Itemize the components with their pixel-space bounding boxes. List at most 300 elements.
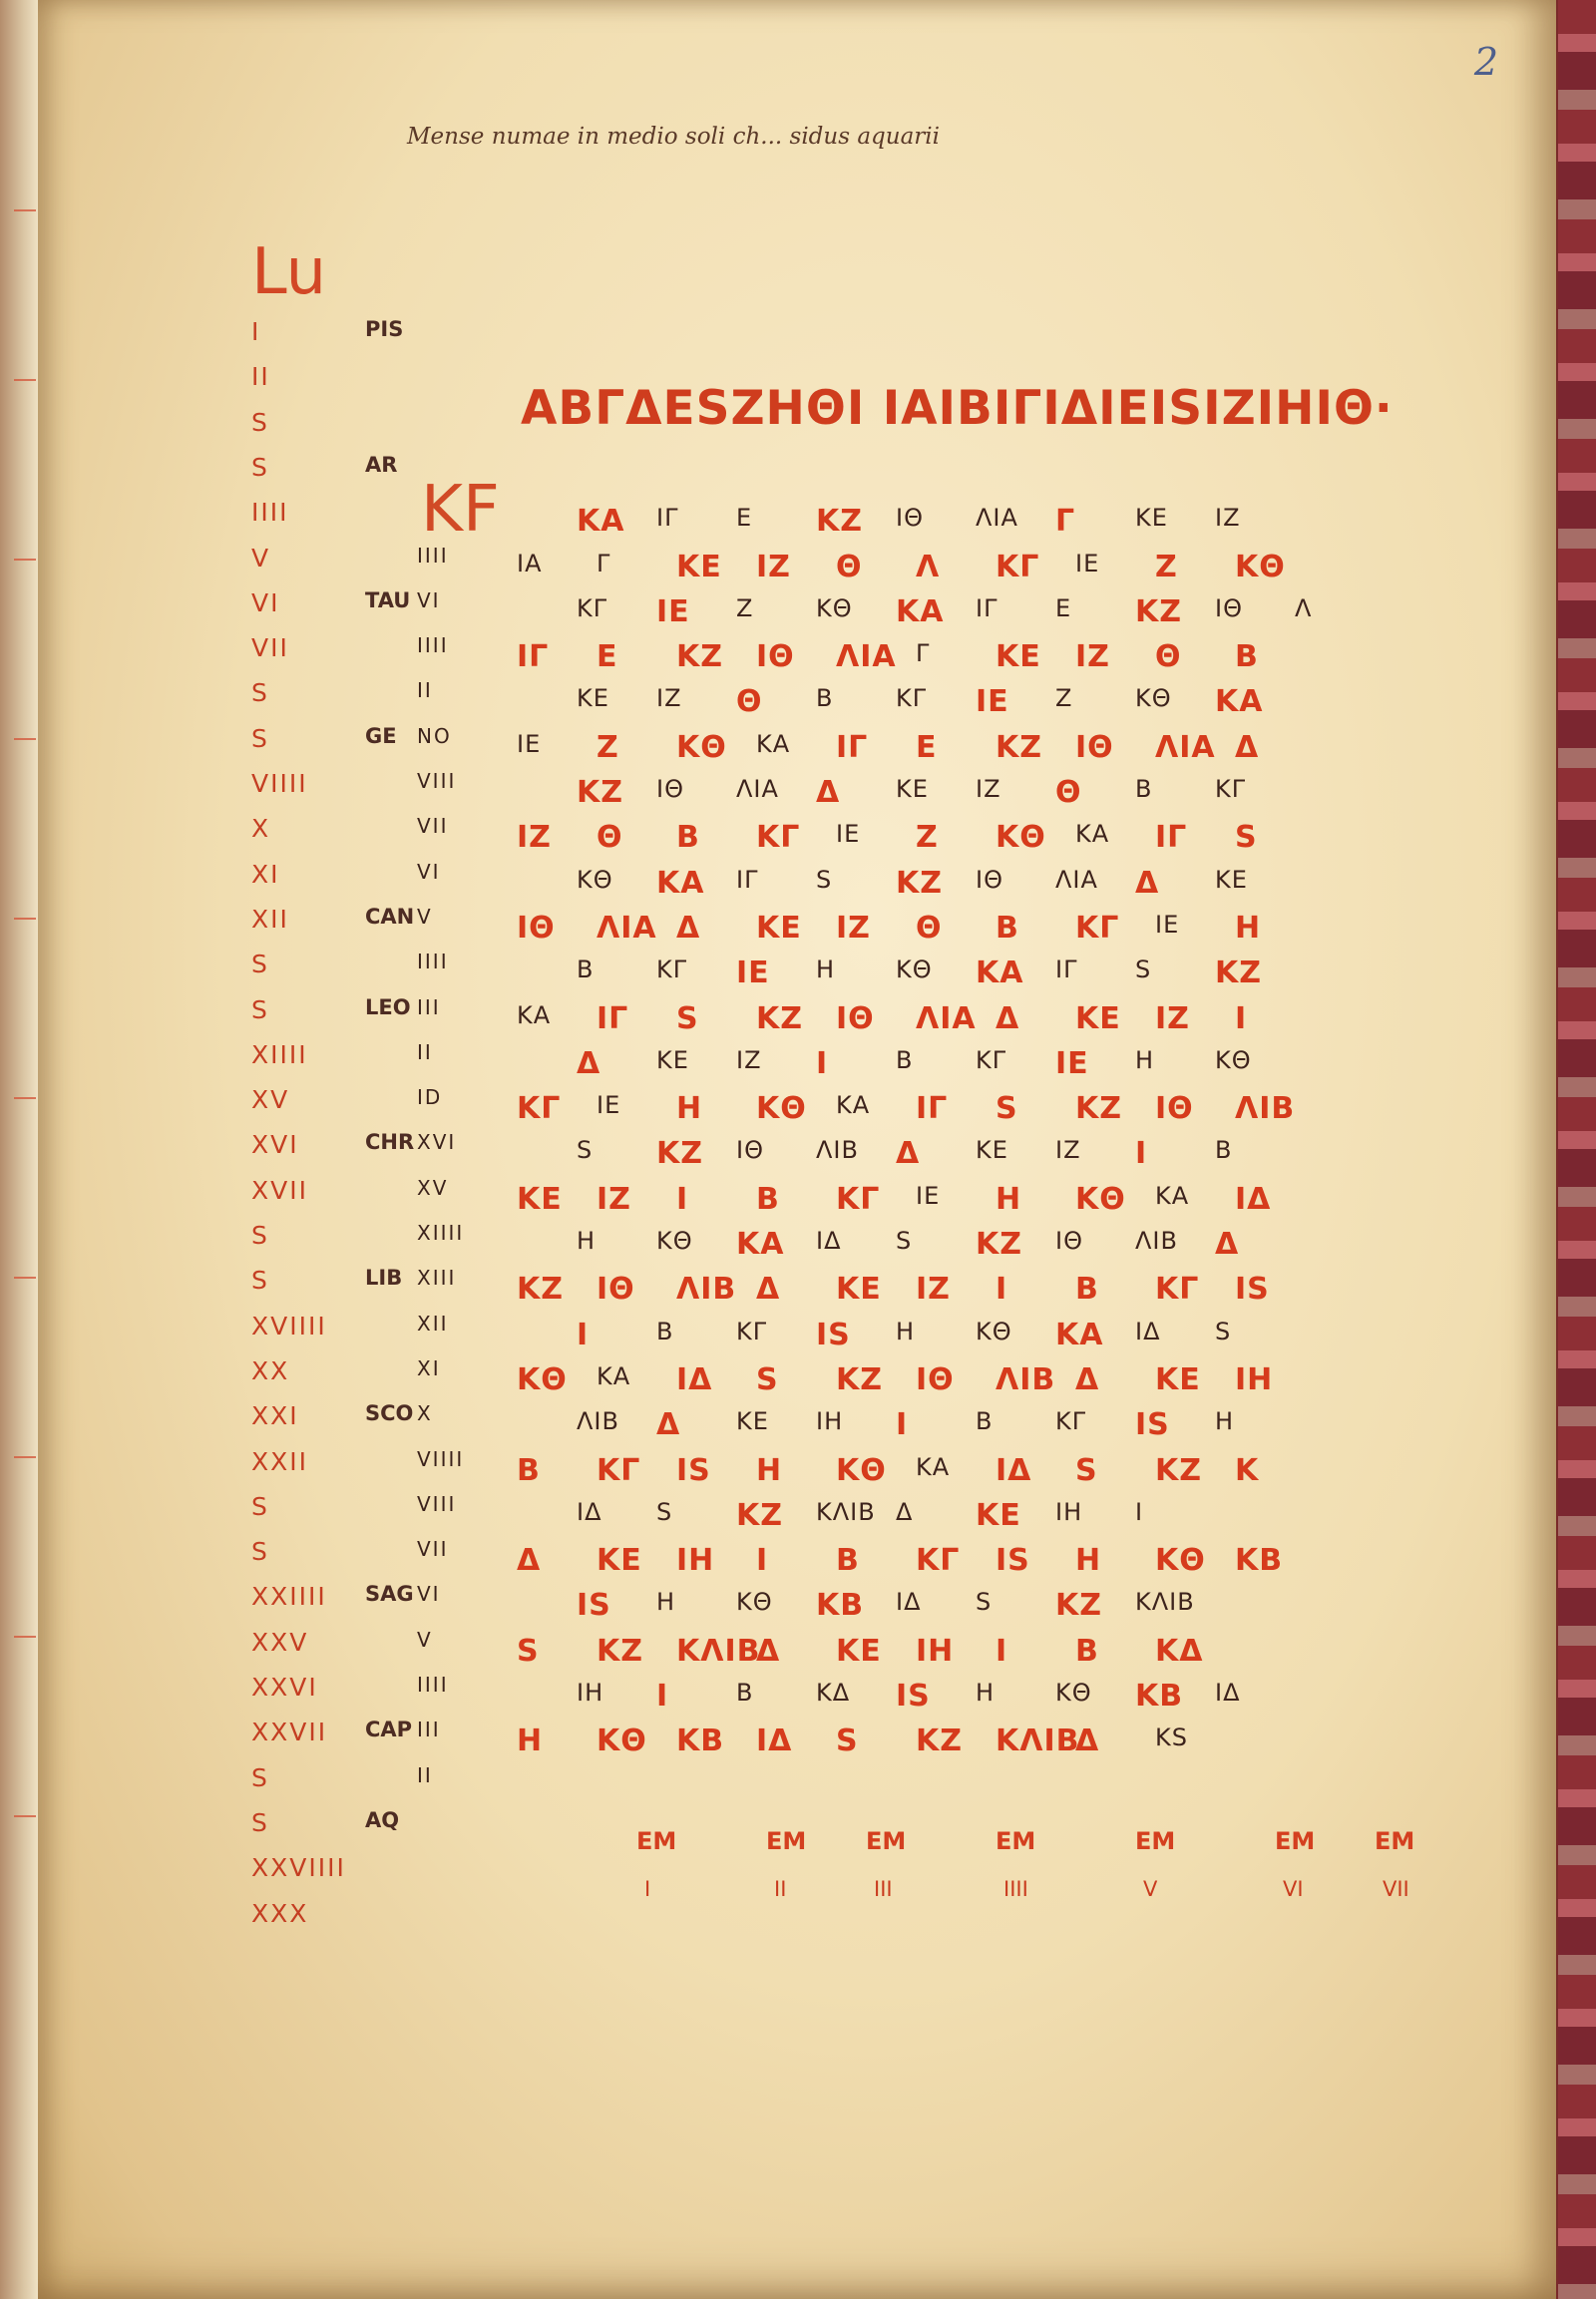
table-cell: ΚΔ bbox=[1155, 1633, 1204, 1669]
table-cell: Γ bbox=[597, 549, 611, 577]
zodiac-sign: AR bbox=[365, 452, 398, 477]
table-cell: ΚΘ bbox=[756, 1091, 807, 1127]
moon-age-2: II bbox=[251, 362, 270, 392]
table-cell: ΚΖ bbox=[676, 639, 723, 675]
zodiac-sign: AQ bbox=[365, 1807, 400, 1832]
em-roman-cell: V bbox=[1143, 1877, 1158, 1901]
moon-age-5: IIII bbox=[251, 498, 289, 528]
roman-date: ID bbox=[417, 1085, 443, 1110]
table-cell: Ζ bbox=[736, 593, 754, 622]
table-cell: ΛΙΒ bbox=[1235, 1091, 1296, 1127]
table-cell: ΙΗ bbox=[1055, 1497, 1083, 1526]
em-cell: EM bbox=[766, 1827, 807, 1855]
table-cell: Ι bbox=[1135, 1136, 1148, 1172]
table-cell: S bbox=[1215, 1317, 1232, 1345]
roman-date: VIIII bbox=[417, 1446, 465, 1471]
roman-date: IIII bbox=[417, 950, 449, 974]
table-cell: Γ bbox=[916, 639, 931, 668]
table-cell: ΙΖ bbox=[916, 1272, 951, 1308]
table-cell: ΙΗ bbox=[676, 1543, 715, 1579]
table-cell: ΚΕ bbox=[577, 684, 609, 713]
table-cell: S bbox=[976, 1588, 993, 1617]
table-cell: ΚΕ bbox=[896, 775, 929, 803]
table-cell: ΙΖ bbox=[597, 1181, 631, 1217]
zodiac-sign: GE bbox=[365, 723, 397, 748]
table-cell: ΚΕ bbox=[656, 1045, 689, 1074]
moon-age-29: XXIIII bbox=[251, 1582, 327, 1612]
table-cell: ΚΕ bbox=[597, 1543, 642, 1579]
table-cell: ΚΘ bbox=[736, 1588, 773, 1617]
table-cell: Δ bbox=[756, 1272, 781, 1308]
table-cell: ΙΕ bbox=[916, 1181, 941, 1210]
table-cell: Ι bbox=[996, 1272, 1008, 1308]
em-roman-cell: II bbox=[774, 1877, 787, 1901]
table-cell: Η bbox=[756, 1452, 783, 1488]
table-cell: ΙΖ bbox=[736, 1045, 762, 1074]
moon-age-13: XI bbox=[251, 859, 280, 889]
table-cell: ΚΕ bbox=[976, 1136, 1008, 1165]
roman-date: IIII bbox=[417, 633, 449, 658]
table-cell: ΚΑ bbox=[1155, 1181, 1190, 1210]
table-cell: Γ bbox=[1055, 504, 1076, 540]
table-cell: ΙS bbox=[896, 1679, 931, 1714]
moon-age-25: XXI bbox=[251, 1401, 299, 1431]
table-cell: Ι bbox=[756, 1543, 769, 1579]
table-cell: ΚΓ bbox=[1155, 1272, 1200, 1308]
moon-age-7: VI bbox=[251, 587, 280, 617]
table-cell: S bbox=[756, 1361, 779, 1397]
table-cell: Ι bbox=[1235, 1000, 1248, 1036]
table-cell: ΚS bbox=[1155, 1724, 1188, 1752]
table-cell: ΚΑ bbox=[916, 1452, 951, 1481]
table-cell: ΛΙΑ bbox=[916, 1000, 977, 1036]
table-cell: ΚΕ bbox=[836, 1633, 882, 1669]
moon-age-23: XVIIII bbox=[251, 1311, 327, 1341]
table-cell: ΚΛΙΒ bbox=[1135, 1588, 1195, 1617]
table-cell: ΙΓ bbox=[517, 639, 550, 675]
table-cell: ΚΖ bbox=[656, 1136, 703, 1172]
moon-age-30: XXV bbox=[251, 1627, 309, 1657]
moon-age-11: VIIII bbox=[251, 769, 308, 798]
table-cell: ΙΔ bbox=[896, 1588, 922, 1617]
moon-age-9: S bbox=[251, 678, 269, 708]
table-cell: ΙΓ bbox=[916, 1091, 949, 1127]
table-cell: ΚΖ bbox=[1155, 1452, 1202, 1488]
table-cell: ΙΗ bbox=[816, 1407, 844, 1436]
table-cell: ΙΔ bbox=[577, 1497, 602, 1526]
table-cell: ΙΔ bbox=[1235, 1181, 1272, 1217]
table-cell: ΚΓ bbox=[896, 684, 928, 713]
table-cell: ΙΖ bbox=[836, 910, 871, 946]
roman-date: XI bbox=[417, 1355, 441, 1380]
table-cell: ΚΖ bbox=[597, 1633, 643, 1669]
table-cell: Ι bbox=[676, 1181, 689, 1217]
moon-age-4: S bbox=[251, 452, 269, 482]
table-cell: Η bbox=[996, 1181, 1022, 1217]
table-cell: ΚΕ bbox=[1075, 1000, 1121, 1036]
table-cell: Η bbox=[1215, 1407, 1235, 1436]
table-cell: ΚΖ bbox=[517, 1272, 564, 1308]
table-cell: ΙΔ bbox=[1215, 1679, 1241, 1707]
table-cell: Ε bbox=[916, 729, 938, 765]
header-note: Mense numae in medio soli ch... sidus aquarii bbox=[407, 124, 940, 150]
alphabet-header: ΑΒΓΔΕSΖΗΘΙ ΙΑΙΒΙΓΙΔΙΕΙSΙΖΙΗΙΘ· bbox=[521, 381, 1394, 436]
table-cell: ΚΘ bbox=[996, 820, 1046, 856]
table-cell: Δ bbox=[996, 1000, 1020, 1036]
table-cell: ΚΕ bbox=[517, 1181, 563, 1217]
table-cell: ΙΘ bbox=[736, 1136, 764, 1165]
em-roman-cell: VII bbox=[1383, 1877, 1409, 1901]
table-cell: ΚΕ bbox=[676, 549, 722, 584]
table-cell: ΛΙΒ bbox=[996, 1361, 1056, 1397]
em-roman-cell: III bbox=[874, 1877, 893, 1901]
zodiac-sign: LIB bbox=[365, 1266, 403, 1291]
table-cell: ΛΙΒ bbox=[676, 1272, 737, 1308]
table-cell: ΚΘ bbox=[1215, 1045, 1252, 1074]
roman-date: VII bbox=[417, 814, 449, 839]
table-cell: ΚΖ bbox=[1135, 593, 1182, 629]
table-cell: ΙΕ bbox=[656, 593, 690, 629]
roman-date: VI bbox=[417, 587, 441, 612]
table-cell: ΙΖ bbox=[1055, 1136, 1081, 1165]
table-cell: ΚΖ bbox=[1215, 956, 1262, 991]
table-cell: S bbox=[1075, 1452, 1098, 1488]
table-cell: ΚΓ bbox=[517, 1091, 562, 1127]
moon-age-27: S bbox=[251, 1491, 269, 1521]
moon-age-12: X bbox=[251, 814, 271, 844]
table-cell: S bbox=[1235, 820, 1258, 856]
table-cell: S bbox=[896, 1227, 913, 1255]
table-cell: ΚΒ bbox=[676, 1724, 725, 1759]
table-cell: ΙΘ bbox=[1215, 593, 1243, 622]
table-cell: ΙΗ bbox=[916, 1633, 955, 1669]
table-cell: Β bbox=[1235, 639, 1259, 675]
table-cell: S bbox=[996, 1091, 1018, 1127]
table-cell: ΚΕ bbox=[1135, 504, 1168, 533]
table-cell: ΚΕ bbox=[1155, 1361, 1201, 1397]
table-cell: ΚΘ bbox=[836, 1452, 887, 1488]
table-cell: ΛΙΑ bbox=[736, 775, 779, 803]
moon-age-28: S bbox=[251, 1537, 269, 1567]
table-cell: ΚΑ bbox=[1075, 820, 1110, 849]
table-cell: ΙΔ bbox=[996, 1452, 1032, 1488]
table-cell: ΛΙΒ bbox=[816, 1136, 859, 1165]
table-cell: S bbox=[676, 1000, 699, 1036]
table-cell: ΚΓ bbox=[976, 1045, 1007, 1074]
table-cell: Β bbox=[996, 910, 1019, 946]
table-cell: ΙS bbox=[1235, 1272, 1270, 1308]
zodiac-sign: CAN bbox=[365, 904, 415, 929]
table-cell: ΚΕ bbox=[756, 910, 802, 946]
table-cell: ΙΕ bbox=[1075, 549, 1100, 577]
table-cell: ΚΛΙΒ bbox=[816, 1497, 876, 1526]
table-cell: Η bbox=[816, 956, 836, 984]
roman-date: V bbox=[417, 1627, 433, 1652]
table-cell: ΙΓ bbox=[736, 865, 759, 894]
table-cell: Δ bbox=[656, 1407, 681, 1443]
table-cell: Β bbox=[1075, 1633, 1099, 1669]
lunar-table bbox=[38, 0, 1556, 2299]
table-cell: Λ bbox=[1295, 593, 1313, 622]
moon-age-1: I bbox=[251, 317, 261, 346]
moon-age-18: XV bbox=[251, 1085, 290, 1115]
table-cell: Ε bbox=[597, 639, 618, 675]
table-cell: ΙΓ bbox=[656, 504, 679, 533]
zodiac-sign: TAU bbox=[365, 587, 411, 612]
table-cell: Ι bbox=[577, 1317, 590, 1352]
table-cell: Δ bbox=[1215, 1227, 1240, 1262]
table-cell: ΚΑ bbox=[976, 956, 1024, 991]
zodiac-sign: LEO bbox=[365, 994, 411, 1019]
table-cell: ΙS bbox=[676, 1452, 711, 1488]
table-cell: ΙΘ bbox=[656, 775, 684, 803]
table-cell: ΚΒ bbox=[816, 1588, 865, 1624]
table-cell: ΚΓ bbox=[916, 1543, 961, 1579]
moon-age-35: XXVIIII bbox=[251, 1853, 346, 1883]
table-cell: ΚΖ bbox=[896, 865, 943, 901]
table-cell: ΚΔ bbox=[816, 1679, 851, 1707]
table-cell: ΚΑ bbox=[577, 504, 625, 540]
table-cell: Β bbox=[676, 820, 700, 856]
table-cell: ΚΓ bbox=[1055, 1407, 1087, 1436]
table-cell: Θ bbox=[916, 910, 943, 946]
kf-label: KF bbox=[421, 473, 500, 547]
table-cell: ΚΕ bbox=[736, 1407, 769, 1436]
zodiac-sign: PIS bbox=[365, 317, 404, 341]
table-cell: Κ bbox=[1235, 1452, 1260, 1488]
table-cell: Δ bbox=[816, 775, 841, 810]
table-cell: Β bbox=[1215, 1136, 1233, 1165]
zodiac-sign: SAG bbox=[365, 1582, 414, 1607]
table-cell: ΙΗ bbox=[577, 1679, 604, 1707]
table-cell: ΚΑ bbox=[656, 865, 705, 901]
table-cell: ΚΘ bbox=[1155, 1543, 1206, 1579]
table-cell: Δ bbox=[577, 1045, 601, 1081]
moon-age-15: S bbox=[251, 950, 269, 979]
table-cell: Ι bbox=[1135, 1497, 1144, 1526]
roman-date: XV bbox=[417, 1175, 449, 1200]
table-cell: ΙΘ bbox=[836, 1000, 875, 1036]
table-cell: ΚΓ bbox=[1075, 910, 1120, 946]
table-cell: ΚΖ bbox=[916, 1724, 963, 1759]
table-cell: ΙΘ bbox=[597, 1272, 635, 1308]
zodiac-sign: CHR bbox=[365, 1130, 415, 1155]
table-cell: Δ bbox=[1235, 729, 1260, 765]
table-cell: ΛΙΒ bbox=[577, 1407, 619, 1436]
em-cell: EM bbox=[1375, 1827, 1415, 1855]
roman-date: X bbox=[417, 1401, 433, 1426]
table-cell: S bbox=[517, 1633, 540, 1669]
table-cell: ΚΖ bbox=[1055, 1588, 1102, 1624]
moon-age-21: S bbox=[251, 1221, 269, 1250]
table-cell: ΙΖ bbox=[1215, 504, 1241, 533]
moon-age-26: XXII bbox=[251, 1446, 308, 1476]
table-cell: Β bbox=[836, 1543, 860, 1579]
table-cell: ΙΘ bbox=[1075, 729, 1114, 765]
table-cell: ΚΓ bbox=[656, 956, 688, 984]
table-cell: ΚΘ bbox=[656, 1227, 693, 1255]
table-cell: Η bbox=[1235, 910, 1262, 946]
roman-date: II bbox=[417, 1762, 433, 1787]
table-cell: ΚΓ bbox=[1215, 775, 1247, 803]
table-cell: S bbox=[836, 1724, 859, 1759]
table-cell: ΚΕ bbox=[1215, 865, 1248, 894]
table-cell: ΙΘ bbox=[1055, 1227, 1083, 1255]
moon-age-20: XVII bbox=[251, 1175, 308, 1205]
table-cell: ΛΙΒ bbox=[1135, 1227, 1178, 1255]
table-cell: ΚΑ bbox=[896, 593, 945, 629]
table-cell: ΚΘ bbox=[1055, 1679, 1092, 1707]
roman-date: IIII bbox=[417, 1673, 449, 1697]
table-cell: ΚΕ bbox=[976, 1497, 1021, 1533]
roman-date: VIII bbox=[417, 1491, 457, 1516]
table-cell: ΛΙΑ bbox=[597, 910, 657, 946]
table-cell: Η bbox=[1135, 1045, 1155, 1074]
table-cell: Β bbox=[1135, 775, 1153, 803]
em-cell: EM bbox=[996, 1827, 1036, 1855]
table-cell: ΚΑ bbox=[517, 1000, 552, 1029]
table-cell: ΙΖ bbox=[517, 820, 552, 856]
table-cell: ΙΕ bbox=[736, 956, 770, 991]
moon-age-14: XII bbox=[251, 904, 289, 934]
table-cell: Η bbox=[656, 1588, 676, 1617]
table-cell: ΚΘ bbox=[816, 593, 853, 622]
table-cell: ΙΘ bbox=[756, 639, 795, 675]
table-cell: ΛΙΑ bbox=[1155, 729, 1216, 765]
table-cell: ΚΘ bbox=[1235, 549, 1286, 584]
zodiac-sign: SCO bbox=[365, 1401, 414, 1426]
manuscript-page bbox=[38, 0, 1556, 2299]
table-cell: ΚΖ bbox=[1075, 1091, 1122, 1127]
table-cell: ΙΓ bbox=[976, 593, 998, 622]
table-cell: Δ bbox=[517, 1543, 542, 1579]
table-cell: ΚΖ bbox=[577, 775, 623, 810]
table-cell: ΚΘ bbox=[976, 1317, 1012, 1345]
table-cell: ΙΘ bbox=[916, 1361, 955, 1397]
table-cell: ΚΘ bbox=[676, 729, 727, 765]
table-cell: Θ bbox=[1155, 639, 1182, 675]
moon-age-24: XX bbox=[251, 1355, 290, 1385]
left-page-edge bbox=[0, 0, 38, 2299]
table-cell: ΚΘ bbox=[896, 956, 933, 984]
table-cell: Ι bbox=[996, 1633, 1008, 1669]
table-cell: S bbox=[816, 865, 833, 894]
table-cell: ΚΒ bbox=[1235, 1543, 1284, 1579]
table-cell: ΚΓ bbox=[996, 549, 1040, 584]
roman-date: VI bbox=[417, 859, 441, 884]
table-cell: ΚΖ bbox=[996, 729, 1042, 765]
table-cell: Λ bbox=[916, 549, 941, 584]
table-cell: ΙΖ bbox=[756, 549, 791, 584]
table-cell: Η bbox=[1075, 1543, 1102, 1579]
table-cell: ΙΔ bbox=[1135, 1317, 1161, 1345]
table-cell: Β bbox=[517, 1452, 541, 1488]
table-cell: Β bbox=[1075, 1272, 1099, 1308]
table-cell: ΚΛΙΒ bbox=[996, 1724, 1080, 1759]
table-cell: ΚΓ bbox=[577, 593, 608, 622]
table-cell: ΙΔ bbox=[676, 1361, 713, 1397]
table-cell: ΙΖ bbox=[656, 684, 682, 713]
table-cell: ΙΖ bbox=[1075, 639, 1110, 675]
table-cell: ΙΑ bbox=[517, 549, 543, 577]
table-cell: Η bbox=[896, 1317, 916, 1345]
table-cell: Δ bbox=[756, 1633, 781, 1669]
table-cell: ΚΑ bbox=[1055, 1317, 1104, 1352]
table-cell: ΙΕ bbox=[836, 820, 861, 849]
table-cell: Β bbox=[577, 956, 595, 984]
table-cell: Θ bbox=[836, 549, 863, 584]
table-cell: ΙS bbox=[996, 1543, 1030, 1579]
table-cell: Θ bbox=[736, 684, 763, 720]
table-cell: Β bbox=[756, 1181, 780, 1217]
em-roman-cell: VI bbox=[1283, 1877, 1304, 1901]
table-cell: Ε bbox=[1055, 593, 1072, 622]
table-cell: Δ bbox=[1075, 1724, 1100, 1759]
table-cell: Β bbox=[976, 1407, 994, 1436]
table-cell: S bbox=[1135, 956, 1152, 984]
binding-edge bbox=[1558, 0, 1596, 2299]
table-cell: ΙΗ bbox=[1235, 1361, 1274, 1397]
rubric-initial: Lu bbox=[251, 235, 327, 309]
moon-age-10: S bbox=[251, 723, 269, 753]
table-cell: Η bbox=[517, 1724, 544, 1759]
table-cell: ΙΓ bbox=[836, 729, 869, 765]
moon-age-17: XIIII bbox=[251, 1039, 308, 1069]
table-cell: ΙS bbox=[1135, 1407, 1170, 1443]
table-cell: ΚΖ bbox=[816, 504, 863, 540]
moon-age-31: XXVI bbox=[251, 1673, 318, 1702]
table-cell: ΚΛΙΒ bbox=[676, 1633, 761, 1669]
em-cell: EM bbox=[636, 1827, 677, 1855]
moon-age-16: S bbox=[251, 994, 269, 1024]
table-cell: Ε bbox=[736, 504, 753, 533]
table-cell: ΙΖ bbox=[1155, 1000, 1190, 1036]
table-cell: ΙS bbox=[816, 1317, 851, 1352]
roman-date: III bbox=[417, 1718, 441, 1742]
table-cell: ΙΕ bbox=[976, 684, 1009, 720]
table-cell: Ι bbox=[656, 1679, 669, 1714]
table-cell: Η bbox=[577, 1227, 597, 1255]
table-cell: ΙΔ bbox=[816, 1227, 842, 1255]
table-cell: Η bbox=[976, 1679, 996, 1707]
moon-age-19: XVI bbox=[251, 1130, 299, 1160]
roman-date: II bbox=[417, 678, 433, 703]
table-cell: ΙΘ bbox=[976, 865, 1003, 894]
moon-age-33: S bbox=[251, 1762, 269, 1792]
table-cell: ΙΘ bbox=[896, 504, 924, 533]
table-cell: Ζ bbox=[1155, 549, 1178, 584]
table-cell: ΚΖ bbox=[736, 1497, 783, 1533]
folio-number: 2 bbox=[1473, 40, 1498, 84]
table-cell: Δ bbox=[676, 910, 701, 946]
roman-date: NO bbox=[417, 723, 452, 748]
roman-date: XVI bbox=[417, 1130, 457, 1155]
roman-date: III bbox=[417, 994, 441, 1019]
table-cell: ΚΓ bbox=[836, 1181, 881, 1217]
table-cell: Ι bbox=[896, 1407, 909, 1443]
moon-age-36: XXX bbox=[251, 1898, 309, 1928]
roman-date: XII bbox=[417, 1311, 449, 1336]
roman-date: V bbox=[417, 904, 433, 929]
table-cell: ΚΑ bbox=[1215, 684, 1264, 720]
table-cell: Θ bbox=[1055, 775, 1082, 810]
table-cell: ΙΘ bbox=[517, 910, 556, 946]
table-cell: ΚΖ bbox=[976, 1227, 1022, 1262]
moon-age-22: S bbox=[251, 1266, 269, 1296]
roman-date: II bbox=[417, 1039, 433, 1064]
table-cell: S bbox=[577, 1136, 594, 1165]
table-cell: Β bbox=[656, 1317, 674, 1345]
